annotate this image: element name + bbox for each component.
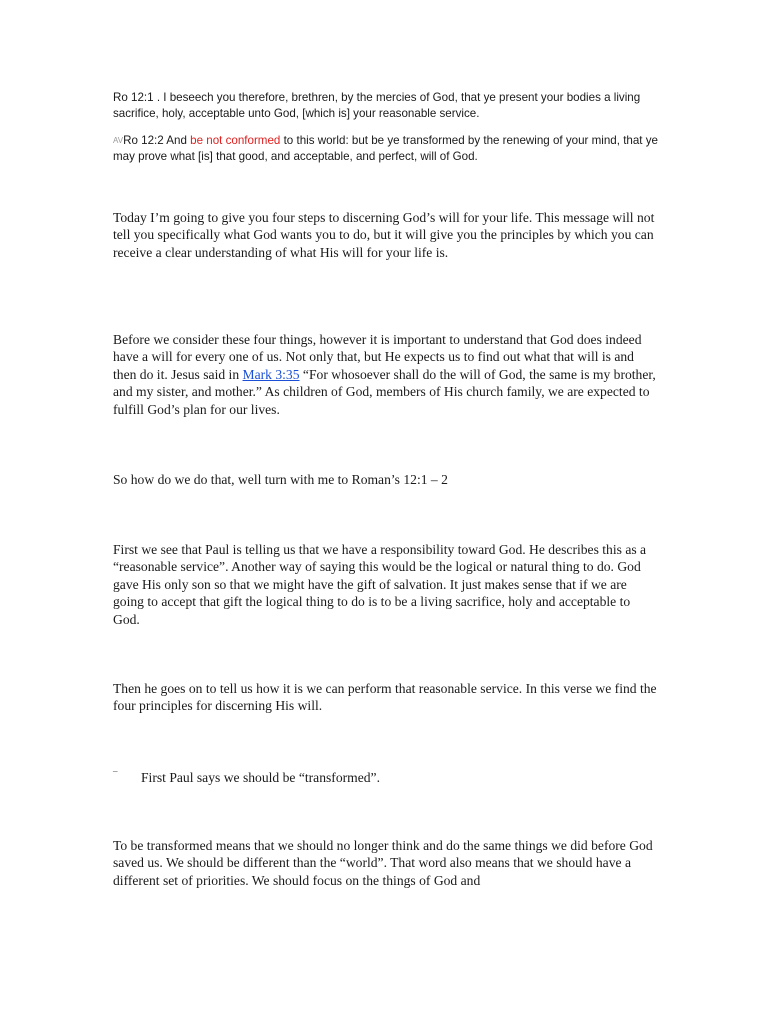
verse-2-suffix: to this world: but be ye transformed by the renewing of your mind, that ye may prove what [is] that good, and acceptable, and perfect, will of God.: [113, 134, 658, 163]
bullet-item-text: First Paul says we should be “transformed”.: [141, 770, 380, 785]
paragraph-transformed-meaning: To be transformed means that we should no longer think and do the same things we did before God saved us. We should be different than the “world”. That word also means that we should have a different set of priorities. We should focus on the things of God and: [113, 838, 653, 888]
bullet-icon: ¯: [113, 770, 118, 780]
verse-1-text: Ro 12:1 . I beseech you therefore, brethren, by the mercies of God, that ye present your bodies a living sacrifice, holy, acceptable unto God, [which is] your reasonable service.: [113, 91, 641, 120]
paragraph-turn-to-romans: So how do we do that, well turn with me to Roman’s 12:1 – 2: [113, 472, 448, 487]
paragraph-gods-will-after: “For whosoever shall do the will of God, the same is my brother, and my sister, and mother.” As children of God, members of His church family, we are expected to fulfill God’s plan for our lives.: [113, 366, 656, 417]
verse-romans-12-2: [113, 133, 658, 164]
paragraph-responsibility: First we see that Paul is telling us that we have a responsibility toward God. He describes this as a “reasonable service”. Another way of saying this would be the logical or natural thing to do. God gave His only son so that we might have the gift of salvation. It just makes sense that if we are going to accept that gift the logical thing to do is to be a living sacrifice, holy and acceptable to God.: [113, 542, 647, 627]
mark-3-35-link[interactable]: Mark 3:35: [242, 366, 300, 382]
verse-romans-12-1: [113, 90, 658, 121]
paragraph-gods-will: [113, 331, 658, 418]
paragraph-four-principles: Then he goes on to tell us how it is we can perform that reasonable service. In this verse we find the four principles for discerning His will.: [113, 681, 657, 714]
verse-2-prefix: Ro 12:2 And: [123, 134, 191, 147]
bullet-item-transformed: [113, 767, 658, 786]
av-version-marker: AV: [113, 136, 124, 145]
paragraph-intro: Today I’m going to give you four steps to discerning God’s will for your life. This message will not tell you specifically what God wants you to do, but it will give you the principles by which you can receive a clear understanding of what His will for your life is.: [113, 210, 655, 260]
paragraph-gods-will-before: Before we consider these four things, however it is important to understand that God does indeed have a will for every one of us. Not only that, but He expects us to find out what that will is and then do it. Jesus said in: [113, 332, 642, 382]
verse-2-highlight: be not conformed: [190, 134, 281, 147]
